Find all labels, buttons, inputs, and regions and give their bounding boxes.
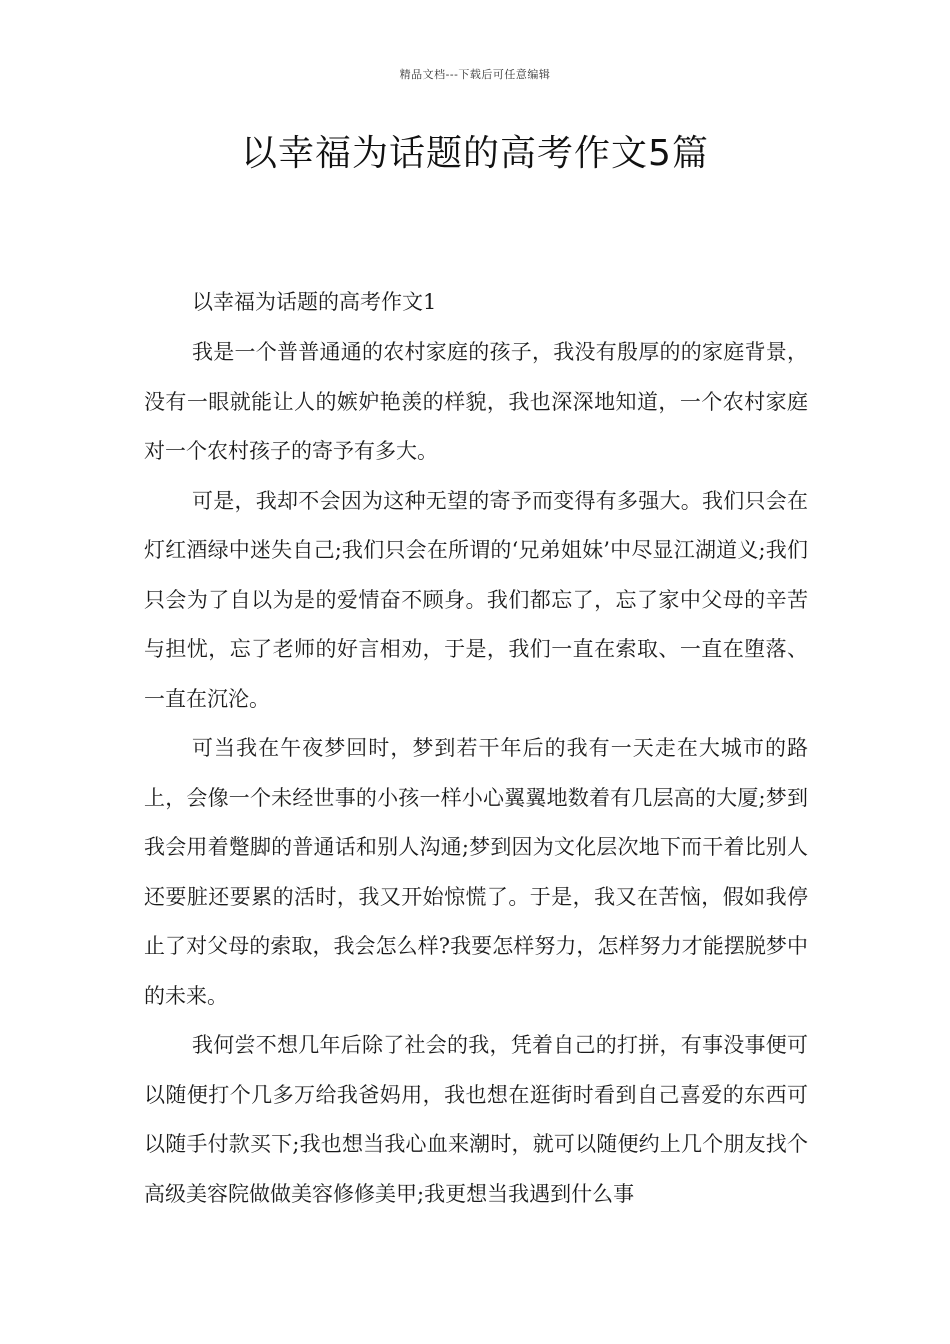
paragraph-3: 可当我在午夜梦回时，梦到若干年后的我有一天走在大城市的路上，会像一个未经世事的小孩一样小心翼翼地数着有几层高的大厦;梦到我会用着蹩脚的普通话和别人沟通;梦到因为文化层次地下而干着比别人还要脏还要累的活时，我又开始惊慌了。于是，我又在苦恼，假如我停止了对父母的索取，我会怎么样?我要怎样努力，怎样努力才能摆脱梦中的未来。 [144, 736, 808, 1008]
document-body [144, 281, 808, 1219]
section-heading: 以幸福为话题的高考作文1 [192, 290, 437, 314]
paragraph-1: 我是一个普普通通的农村家庭的孩子，我没有殷厚的的家庭背景，没有一眼就能让人的嫉妒艳羡的样貌，我也深深地知道，一个农村家庭对一个农村孩子的寄予有多大。 [144, 340, 808, 463]
paragraph-4: 我何尝不想几年后除了社会的我，凭着自己的打拼，有事没事便可以随便打个几多万给我爸妈用，我也想在逛街时看到自己喜爱的东西可以随手付款买下;我也想当我心血来潮时，就可以随便约上几个朋友找个高级美容院做做美容修修美甲;我更想当我遇到什么事 [144, 1033, 808, 1206]
header-note: 精品文档---下载后可任意编辑 [399, 68, 551, 81]
paragraph-2: 可是，我却不会因为这种无望的寄予而变得有多强大。我们只会在灯红酒绿中迷失自己;我们只会在所谓的‘兄弟姐妹’中尽显江湖道义;我们只会为了自以为是的爱情奋不顾身。我们都忘了，忘了家中父母的辛苦与担忧，忘了老师的好言相劝，于是，我们一直在索取、一直在堕落、一直在沉沦。 [144, 488, 808, 711]
document-title: 以幸福为话题的高考作文5篇 [241, 133, 709, 174]
